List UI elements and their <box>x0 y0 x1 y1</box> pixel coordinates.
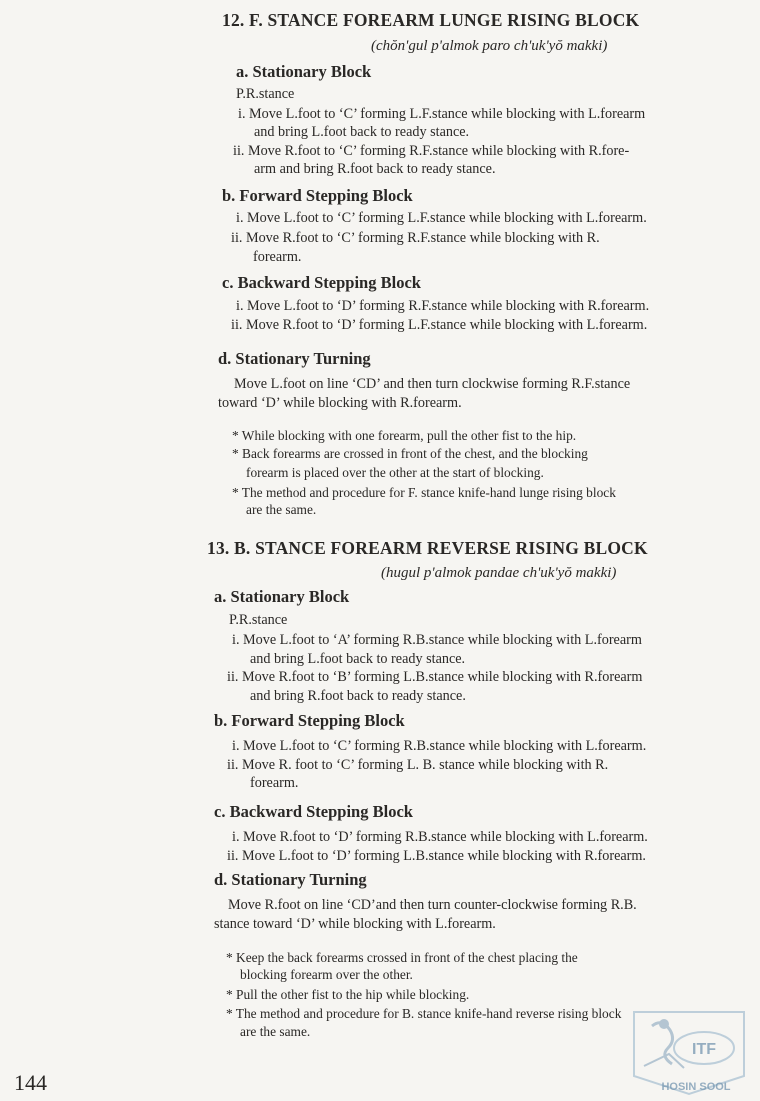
s13-c-line-0: i. Move R.foot to ‘D’ forming R.B.stance while blocking with L.forearm. <box>232 829 648 845</box>
s12-b-line-2: forearm. <box>253 249 302 265</box>
s13-b-line-1: ii. Move R. foot to ‘C’ forming L. B. stance while blocking with R. <box>227 757 609 773</box>
s12-b-line-0: i. Move L.foot to ‘C’ forming L.F.stance while blocking with L.forearm. <box>236 210 647 226</box>
s13-d-line-1: stance toward ‘D’ while blocking with L.forearm. <box>214 916 496 932</box>
s13-note-1: blocking forearm over the other. <box>240 967 413 982</box>
s13-heading-a: a. Stationary Block <box>214 587 350 606</box>
watermark-emblem-icon <box>624 1006 754 1096</box>
s13-d-line-0: Move R.foot on line ‘CD’and then turn counter-clockwise forming R.B. <box>228 897 637 913</box>
page-number: 144 <box>14 1070 47 1095</box>
s13-note-4: are the same. <box>240 1024 311 1039</box>
s13-heading-c: c. Backward Stepping Block <box>214 802 413 821</box>
s12-note-3: * The method and procedure for F. stance knife-hand lunge rising block <box>232 485 616 500</box>
s12-heading-d: d. Stationary Turning <box>218 349 371 368</box>
s13-b-line-2: forearm. <box>250 775 299 791</box>
s12-d-line-1: toward ‘D’ while blocking with R.forearm. <box>218 395 462 411</box>
s12-note-1: * Back forearms are crossed in front of the chest, and the blocking <box>232 446 588 461</box>
s13-a-line-1: i. Move L.foot to ‘A’ forming R.B.stance while blocking with L.forearm <box>232 632 642 648</box>
s13-a-line-0: P.R.stance <box>229 612 288 628</box>
s12-c-line-1: ii. Move R.foot to ‘D’ forming L.F.stance while blocking with L.forearm. <box>231 317 648 333</box>
section-13-title: 13. B. STANCE FOREARM REVERSE RISING BLOCK <box>207 538 648 558</box>
s13-a-line-3: ii. Move R.foot to ‘B’ forming L.B.stance while blocking with R.forearm <box>227 669 643 685</box>
itf-hosin-sool-watermark <box>624 1006 754 1096</box>
s12-a-line-0: P.R.stance <box>236 86 295 102</box>
s12-note-0: * While blocking with one forearm, pull the other fist to the hip. <box>232 428 577 443</box>
s12-a-line-1: i. Move L.foot to ‘C’ forming L.F.stance while blocking with L.forearm <box>238 106 646 122</box>
s12-b-line-1: ii. Move R.foot to ‘C’ forming R.F.stance while blocking with R. <box>231 230 600 246</box>
s12-d-line-0: Move L.foot on line ‘CD’ and then turn clockwise forming R.F.stance <box>234 376 631 392</box>
s13-b-line-0: i. Move L.foot to ‘C’ forming R.B.stance while blocking with L.forearm. <box>232 738 647 754</box>
s12-note-2: forearm is placed over the other at the start of blocking. <box>246 465 544 480</box>
s12-a-line-3: ii. Move R.foot to ‘C’ forming R.F.stance while blocking with R.fore- <box>233 143 630 159</box>
s13-c-line-1: ii. Move L.foot to ‘D’ forming L.B.stance while blocking with R.forearm. <box>227 848 646 864</box>
s12-note-4: are the same. <box>246 502 317 517</box>
s13-a-line-2: and bring L.foot back to ready stance. <box>250 651 466 667</box>
s13-note-0: * Keep the back forearms crossed in front of the chest placing the <box>226 950 578 965</box>
s13-note-3: * The method and procedure for B. stance knife-hand reverse rising block <box>226 1006 622 1021</box>
section-12-title: 12. F. STANCE FOREARM LUNGE RISING BLOCK <box>222 10 640 30</box>
s12-a-line-2: and bring L.foot back to ready stance. <box>254 124 470 140</box>
s13-a-line-4: and bring R.foot back to ready stance. <box>250 688 466 704</box>
s12-c-line-0: i. Move L.foot to ‘D’ forming R.F.stance while blocking with R.forearm. <box>236 298 650 314</box>
section-13-romanization: (hugul p'almok pandae ch'uk'yŏ makki) <box>381 565 617 581</box>
watermark-bottom-text: HOSIN SOOL <box>661 1081 731 1093</box>
s12-a-line-4: arm and bring R.foot back to ready stance. <box>254 161 496 177</box>
s13-heading-b: b. Forward Stepping Block <box>214 711 405 730</box>
section-12-romanization: (chŏn'gul p'almok paro ch'uk'yŏ makki) <box>371 38 608 54</box>
s12-heading-b: b. Forward Stepping Block <box>222 186 413 205</box>
s12-heading-a: a. Stationary Block <box>236 62 372 81</box>
watermark-top-text: ITF <box>692 1041 716 1058</box>
s12-heading-c: c. Backward Stepping Block <box>222 273 421 292</box>
s13-note-2: * Pull the other fist to the hip while blocking. <box>226 987 470 1002</box>
s13-heading-d: d. Stationary Turning <box>214 870 367 889</box>
